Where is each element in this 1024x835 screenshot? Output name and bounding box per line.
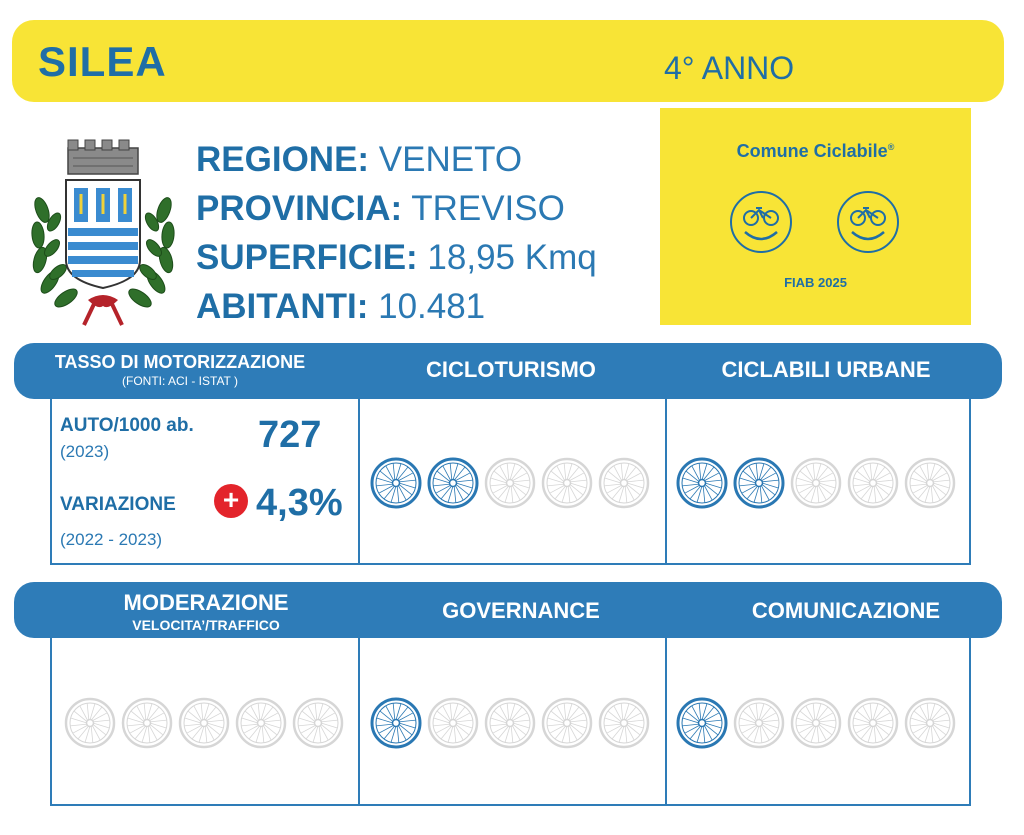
ciclabili-urbane-rating <box>676 457 961 509</box>
comune-name: SILEA <box>38 38 167 85</box>
wheel-empty-icon <box>598 697 650 749</box>
variazione-years: (2022 - 2023) <box>60 530 163 549</box>
wheel-filled-icon <box>427 457 479 509</box>
governance-title: GOVERNANCE <box>442 598 600 623</box>
wheel-empty-icon <box>790 457 842 509</box>
wheel-empty-icon <box>541 457 593 509</box>
info-block <box>196 135 597 331</box>
wheel-empty-icon <box>904 457 956 509</box>
smiley-bike-icon <box>729 190 793 254</box>
wheel-empty-icon <box>484 457 536 509</box>
registered-mark: ® <box>887 142 895 152</box>
provincia-label: PROVINCIA: <box>196 189 403 228</box>
wheel-filled-icon <box>676 457 728 509</box>
column-divider <box>358 399 360 563</box>
comunicazione-title: COMUNICAZIONE <box>751 598 941 623</box>
auto-label: AUTO/1000 ab. <box>60 415 194 436</box>
governance-rating <box>370 697 655 749</box>
smiley-bike-icon <box>836 190 900 254</box>
variazione-value: 4,3% <box>256 482 343 524</box>
cicloturismo-rating <box>370 457 655 509</box>
coat-of-arms-icon <box>28 130 178 330</box>
abitanti-row <box>196 282 597 331</box>
wheel-empty-icon <box>541 697 593 749</box>
wheel-empty-icon <box>64 697 116 749</box>
anno-label: 4° ANNO <box>664 50 795 86</box>
wheel-empty-icon <box>484 697 536 749</box>
abitanti-value: 10.481 <box>368 287 486 326</box>
wheel-filled-icon <box>733 457 785 509</box>
column-divider <box>358 638 360 804</box>
regione-row <box>196 135 597 184</box>
auto-year: (2023) <box>60 442 110 461</box>
moderazione-title: MODERAZIONE <box>123 590 289 615</box>
variazione-label: VARIAZIONE <box>60 494 176 515</box>
wheel-empty-icon <box>847 697 899 749</box>
column-divider <box>665 638 667 804</box>
moderazione-subtitle: VELOCITA’/TRAFFICO <box>132 617 280 633</box>
wheel-empty-icon <box>598 457 650 509</box>
auto-value: 727 <box>258 414 322 456</box>
superficie-row <box>196 233 597 282</box>
wheel-empty-icon <box>790 697 842 749</box>
superficie-value: 18,95 Kmq <box>417 238 597 277</box>
abitanti-label: ABITANTI: <box>196 287 369 326</box>
wheel-empty-icon <box>121 697 173 749</box>
wheel-empty-icon <box>904 697 956 749</box>
moderazione-rating <box>64 697 349 749</box>
motorizzazione-source: (FONTI: ACI - ISTAT ) <box>122 374 238 388</box>
increase-badge-icon: + <box>214 484 248 518</box>
wheel-empty-icon <box>178 697 230 749</box>
wheel-filled-icon <box>370 457 422 509</box>
column-divider <box>665 399 667 563</box>
ciclabili-urbane-title: CICLABILI URBANE <box>721 357 931 382</box>
fiab-year: FIAB 2025 <box>784 275 847 290</box>
regione-label: REGIONE: <box>196 140 370 179</box>
superficie-label: SUPERFICIE: <box>196 238 418 277</box>
wheel-empty-icon <box>292 697 344 749</box>
motorizzazione-title: TASSO DI MOTORIZZAZIONE <box>54 352 306 372</box>
fiab-title <box>660 141 971 162</box>
fiab-title-text: Comune Ciclabile <box>736 141 888 161</box>
comunicazione-rating <box>676 697 961 749</box>
cicloturismo-title: CICLOTURISMO <box>426 357 596 382</box>
wheel-empty-icon <box>235 697 287 749</box>
provincia-value: TREVISO <box>402 189 565 228</box>
wheel-empty-icon <box>427 697 479 749</box>
wheel-filled-icon <box>676 697 728 749</box>
provincia-row <box>196 184 597 233</box>
wheel-empty-icon <box>733 697 785 749</box>
fiab-box <box>660 108 971 325</box>
regione-value: VENETO <box>369 140 523 179</box>
wheel-empty-icon <box>847 457 899 509</box>
wheel-filled-icon <box>370 697 422 749</box>
